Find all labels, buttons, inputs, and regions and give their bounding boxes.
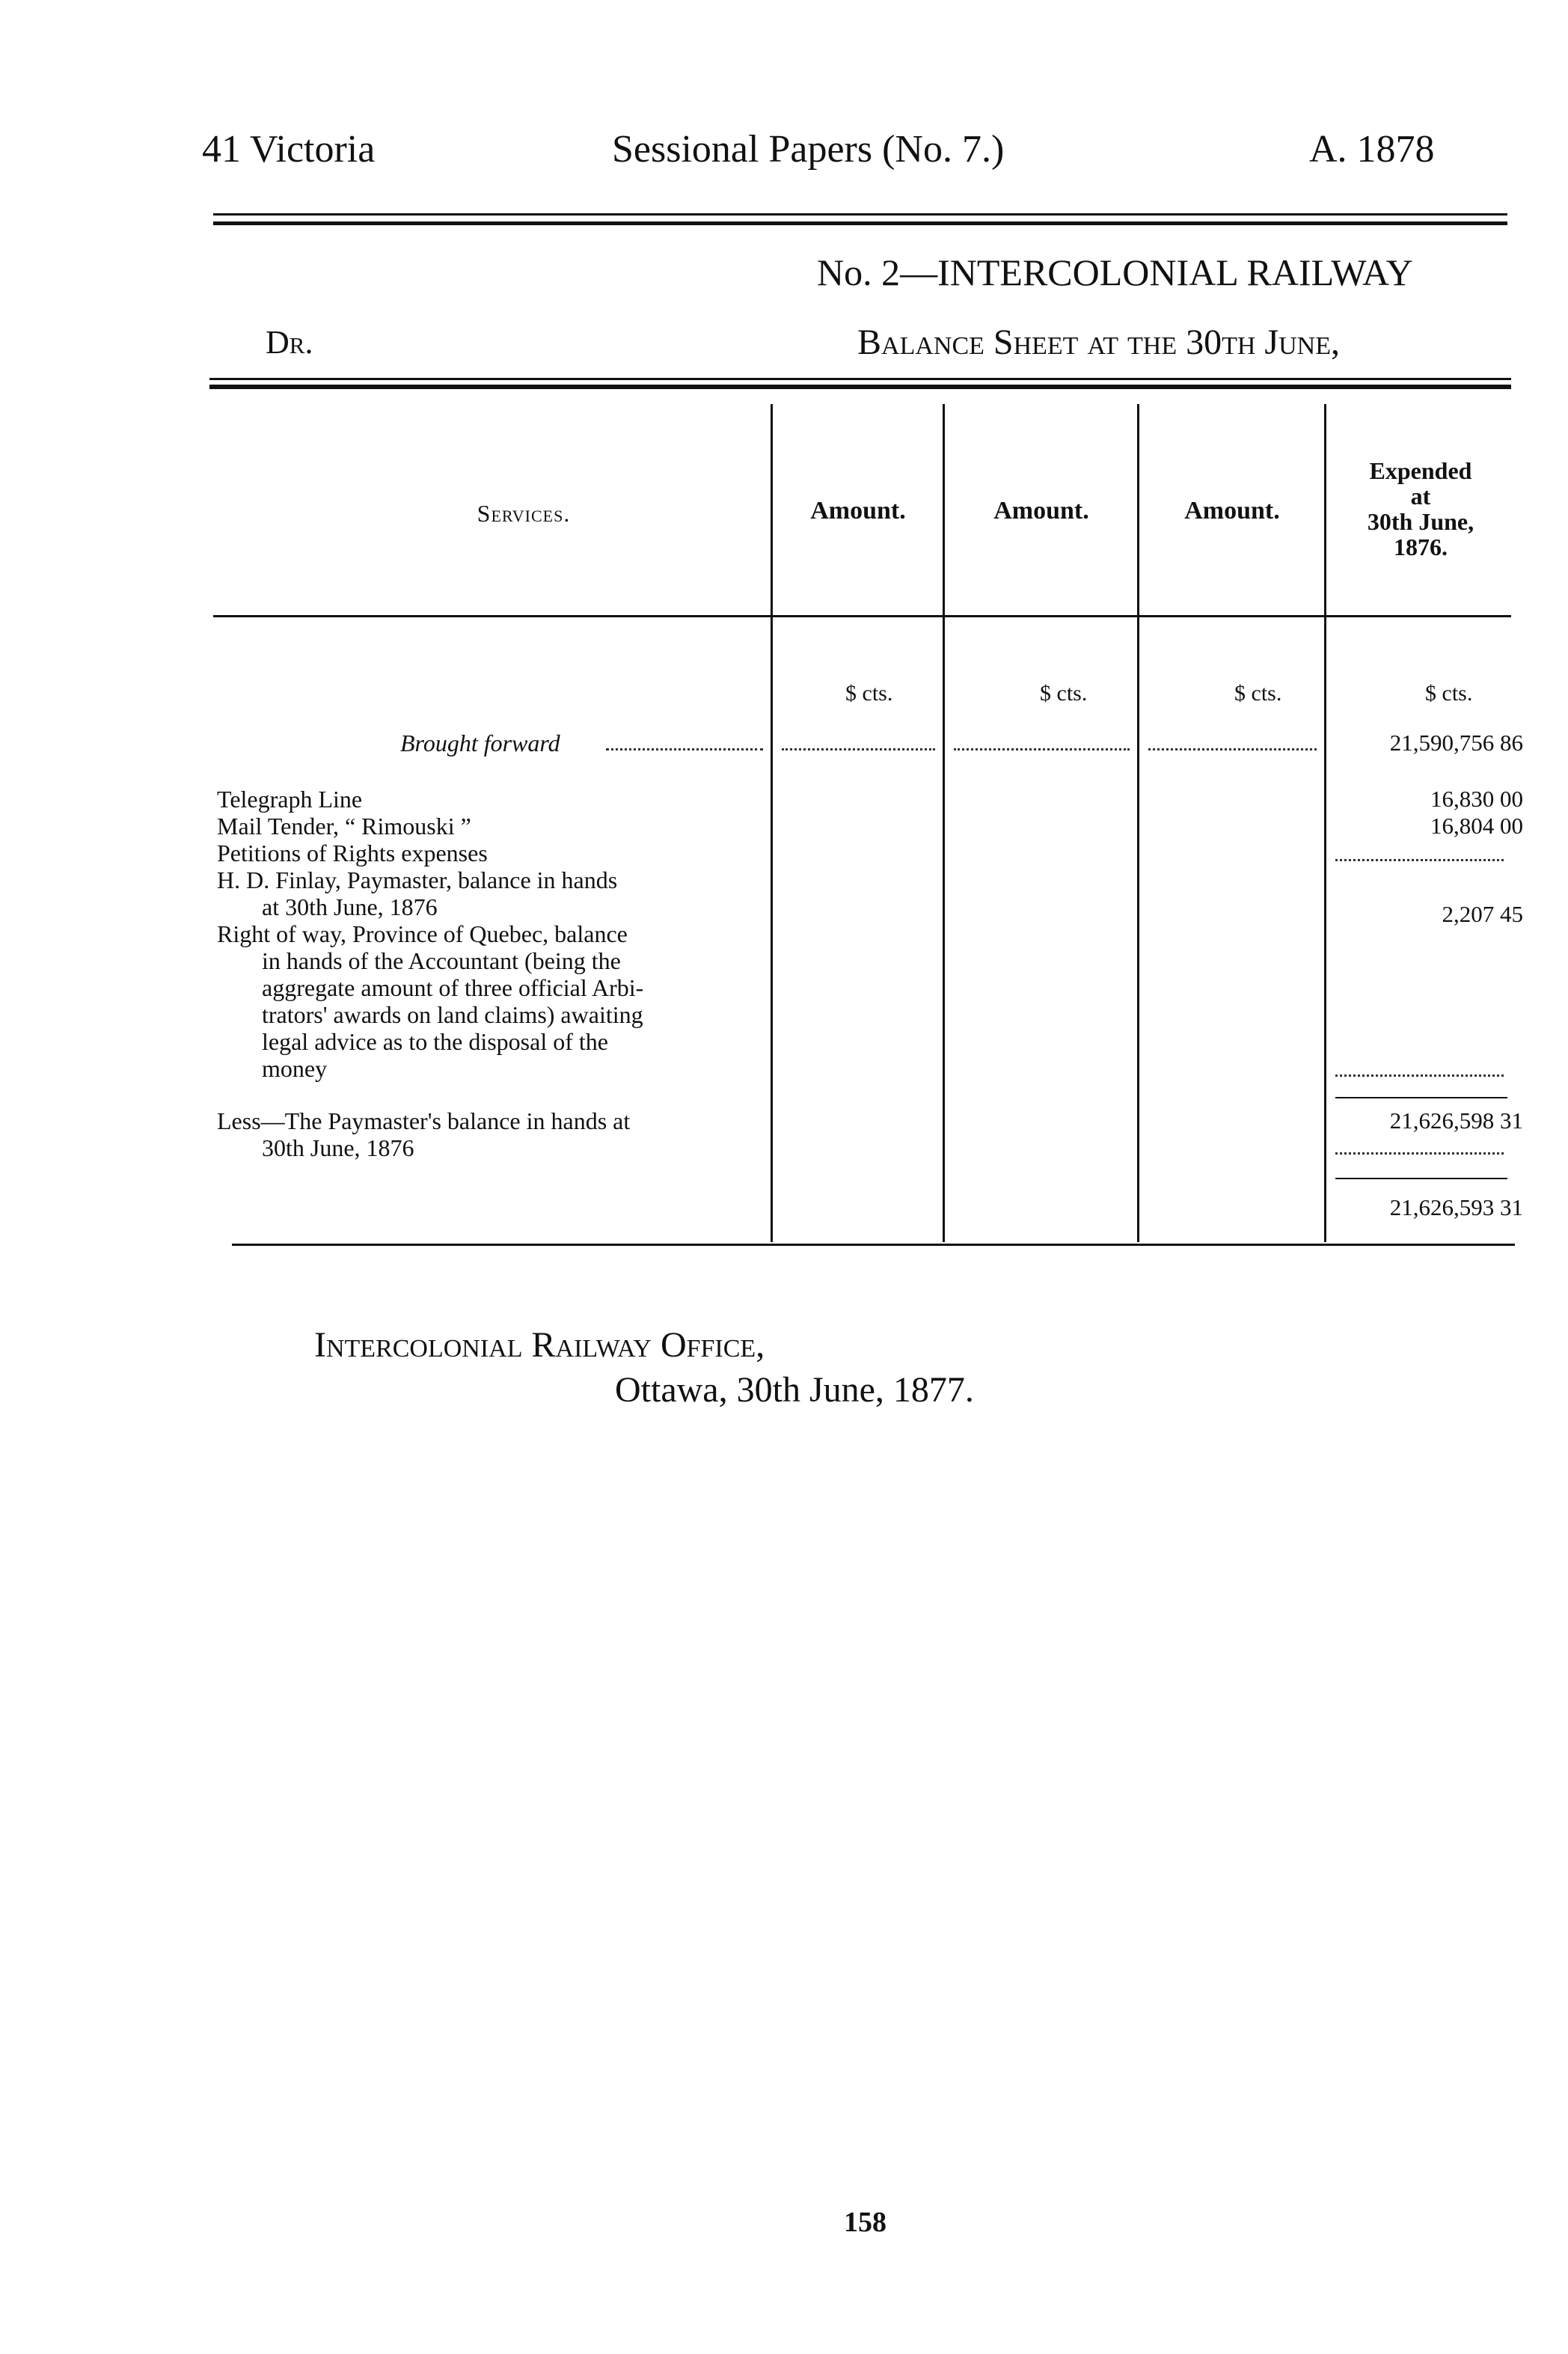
unit-col-1: $ cts. — [845, 681, 893, 706]
column-amount-2: Amount. — [993, 497, 1089, 525]
column-expended-line-3: 30th June, — [1367, 508, 1474, 535]
header-rule-bottom — [213, 221, 1507, 225]
row-less-1 — [217, 1107, 630, 1134]
column-divider-1 — [771, 404, 773, 1242]
brought-forward-label: Brought forward — [400, 730, 560, 756]
total-rule — [1335, 1178, 1507, 1179]
leader-dots — [1148, 748, 1317, 750]
row-right-of-way-2: in hands of the Accountant (being the — [262, 947, 621, 974]
unit-col-3: $ cts. — [1234, 681, 1282, 706]
leader-dots — [782, 748, 935, 750]
column-divider-4 — [1324, 404, 1326, 1242]
row-less-2: 30th June, 1876 — [262, 1134, 414, 1161]
row-right-of-way-3: aggregate amount of three official Arbi- — [262, 974, 644, 1001]
column-amount-1: Amount. — [810, 497, 906, 525]
title-rule-top — [209, 378, 1511, 380]
table-subtitle — [857, 322, 1340, 363]
page-number: 158 — [844, 2207, 886, 2238]
dr-label: Dr. — [266, 324, 313, 361]
column-services: Services. — [477, 500, 571, 527]
row-mail-tender: Mail Tender, “ Rimouski ” — [217, 813, 471, 840]
row-right-of-way-1: Right of way, Province of Quebec, balance — [217, 920, 628, 947]
column-divider-2 — [943, 404, 945, 1242]
row-telegraph-line: Telegraph Line — [217, 786, 363, 813]
column-expended-line-2: at — [1410, 483, 1431, 510]
row-finlay-2: at 30th June, 1876 — [262, 893, 438, 920]
header-center: Sessional Papers (No. 7.) — [612, 128, 1005, 171]
total-value: 21,626,593 31 — [1389, 1194, 1523, 1220]
subtotal-value: 21,626,598 31 — [1389, 1107, 1523, 1134]
leader-dots — [1335, 859, 1504, 861]
brought-forward-value: 21,590,756 86 — [1389, 730, 1523, 756]
row-petitions: Petitions of Rights expenses — [217, 840, 488, 866]
leader-dots — [1335, 1152, 1504, 1155]
header-rule-top — [213, 213, 1507, 215]
leader-dots — [606, 748, 763, 750]
header-right: A. 1878 — [1309, 128, 1435, 171]
row-finlay-value: 2,207 45 — [1442, 901, 1523, 927]
unit-col-4: $ cts. — [1425, 681, 1473, 706]
leader-dots — [1335, 1074, 1504, 1077]
row-telegraph-line-value: 16,830 00 — [1430, 786, 1523, 812]
column-amount-3: Amount. — [1184, 497, 1280, 525]
subtotal-rule — [1335, 1097, 1507, 1098]
row-right-of-way-4: trators' awards on land claims) awaiting — [262, 1001, 643, 1028]
title-rule-bottom — [209, 385, 1511, 389]
header-left: 41 Victoria — [202, 128, 376, 171]
column-expended-line-4: 1876. — [1394, 534, 1448, 560]
unit-col-2: $ cts. — [1040, 681, 1088, 706]
footer-office: Intercolonial Railway Office, — [314, 1325, 765, 1365]
row-mail-tender-value: 16,804 00 — [1430, 813, 1523, 839]
column-heading-rule — [213, 615, 1511, 617]
row-right-of-way-5: legal advice as to the disposal of the — [262, 1028, 608, 1055]
column-expended — [1327, 458, 1514, 560]
table-bottom-rule — [232, 1244, 1515, 1246]
column-divider-3 — [1137, 404, 1139, 1242]
table-title: No. 2—INTERCOLONIAL RAILWAY — [817, 251, 1413, 293]
leader-dots — [954, 748, 1130, 750]
footer-place-date: Ottawa, 30th June, 1877. — [615, 1370, 974, 1410]
row-finlay-1: H. D. Finlay, Paymaster, balance in hands — [217, 866, 618, 893]
row-right-of-way-6: money — [262, 1055, 328, 1082]
table-subtitle-text: Balance Sheet at the 30th June, — [857, 322, 1340, 362]
column-expended-line-1: Expended — [1369, 457, 1472, 484]
row-less-text: Less—The Paymaster's balance in hands at — [217, 1107, 631, 1134]
